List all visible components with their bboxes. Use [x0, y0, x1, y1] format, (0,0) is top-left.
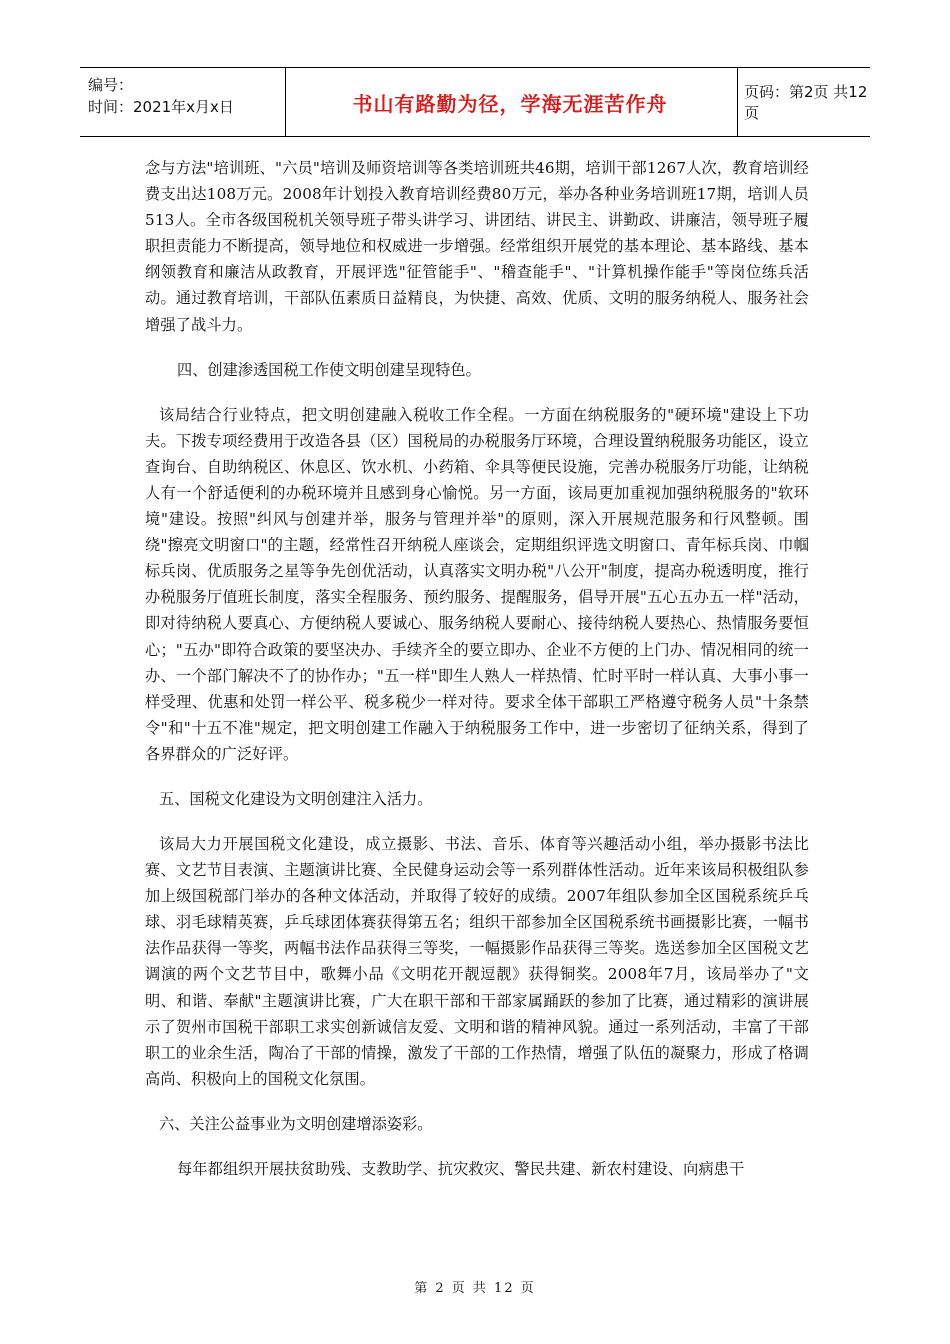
page-header: [80, 67, 870, 137]
paragraph-tax-service: 该局结合行业特点，把文明创建融入税收工作全程。一方面在纳税服务的"硬环境"建设上下功夫。下拨专项经费用于改造各县（区）国税局的办税服务厅环境，合理设置纳税服务功能区，设立查询台、自助纳税区、休息区、饮水机、小药箱、伞具等便民设施，完善办税服务厅功能，让纳税人有一个舒适便利的办税环境并且感到身心愉悦。另一方面，该局更加重视加强纳税服务的"软环境"建设。按照"纠风与创建并举，服务与管理并举"的原则，深入开展规范服务和行风整顿。围绕"擦亮文明窗口"的主题，经常性召开纳税人座谈会，定期组织评选文明窗口、青年标兵岗、巾帼标兵岗、优质服务之星等争先创优活动，认真落实文明办税"八公开"制度，提高办税透明度，推行办税服务厅值班长制度，落实全程服务、预约服务、提醒服务，倡导开展"五心五办五一样"活动，即对待纳税人要真心、方便纳税人要诚心、服务纳税人要耐心、接待纳税人要热心、热情服务要恒心；"五办"即符合政策的要坚决办、手续齐全的要立即办、企业不方便的上门办、情况相同的统一办、一个部门解决不了的协作办；"五一样"即生人熟人一样热情、忙时平时一样认真、大事小事一样受理、优惠和处罚一样公平、税多税少一样对待。要求全体干部职工严格遵守税务人员"十条禁令"和"十五不准"规定，把文明创建工作融入于纳税服务工作中，进一步密切了征纳关系，得到了各界群众的广泛好评。: [145, 405, 809, 763]
page-footer: 第 2 页 共 12 页: [414, 1281, 536, 1296]
document-body: [145, 155, 809, 1182]
document-number-label: 编号：: [88, 76, 134, 94]
header-page-number: 页码：第2页 共12页: [744, 83, 868, 122]
paragraph-public-welfare: 每年都组织开展扶贫助残、支教助学、抗灾救灾、警民共建、新农村建设、向病患干: [177, 1159, 745, 1178]
paragraph-tax-culture: 该局大力开展国税文化建设，成立摄影、书法、音乐、体育等兴趣活动小组，举办摄影书法比赛、文艺节目表演、主题演讲比赛、全民健身运动会等一系列群体性活动。近年来该局积极组队参加上级国税部门举办的各种文体活动，并取得了较好的成绩。2007年组队参加全区国税系统乒乓球、羽毛球精英赛，乒乓球团体赛获得第五名；组织干部参加全区国税系统书画摄影比赛，一幅书法作品获得一等奖，两幅书法作品获得三等奖，一幅摄影作品获得三等奖。选送参加全区国税文艺调演的两个文艺节目中，歌舞小品《文明花开靓逗靓》获得铜奖。2008年7月，该局举办了"文明、和谐、奉献"主题演讲比赛，广大在职干部和干部家属踊跃的参加了比赛，通过精彩的演讲展示了贺州市国税干部职工求实创新诚信友爱、文明和谐的精神风貌。通过一系列活动，丰富了干部职工的业余生活，陶冶了干部的情操，激发了干部的工作热情，增强了队伍的凝聚力，形成了格调高尚、积极向上的国税文化氛围。: [145, 834, 809, 1088]
section-heading-6: 六、关注公益事业为文明创建增添姿彩。: [159, 1114, 433, 1133]
section-heading-5: 五、国税文化建设为文明创建注入活力。: [159, 789, 433, 808]
document-time-label: 时间：2021年x月x日: [88, 98, 234, 116]
paragraph-training: 念与方法"培训班、"六员"培训及师资培训等各类培训班共46期，培训干部1267人次，教育培训经费支出达108万元。2008年计划投入教育培训经费80万元，举办各种业务培训班17期，培训人员513人。全市各级国税机关领导班子带头讲学习、讲团结、讲民主、讲勤政、讲廉洁，领导班子履职担责能力不断提高，领导地位和权威进一步增强。经常组织开展党的基本理论、基本路线、基本纲领教育和廉洁从政教育，开展评选"征管能手"、"稽查能手"、"计算机操作能手"等岗位练兵活动。通过教育培训，干部队伍素质日益精良，为快捷、高效、优质、文明的服务纳税人、服务社会增强了战斗力。: [145, 159, 809, 334]
section-heading-4: 四、创建渗透国税工作使文明创建呈现特色。: [177, 360, 481, 379]
header-meta: [88, 74, 288, 118]
header-motto: 书山有路勤为径，学海无涯苦作舟: [352, 91, 668, 116]
